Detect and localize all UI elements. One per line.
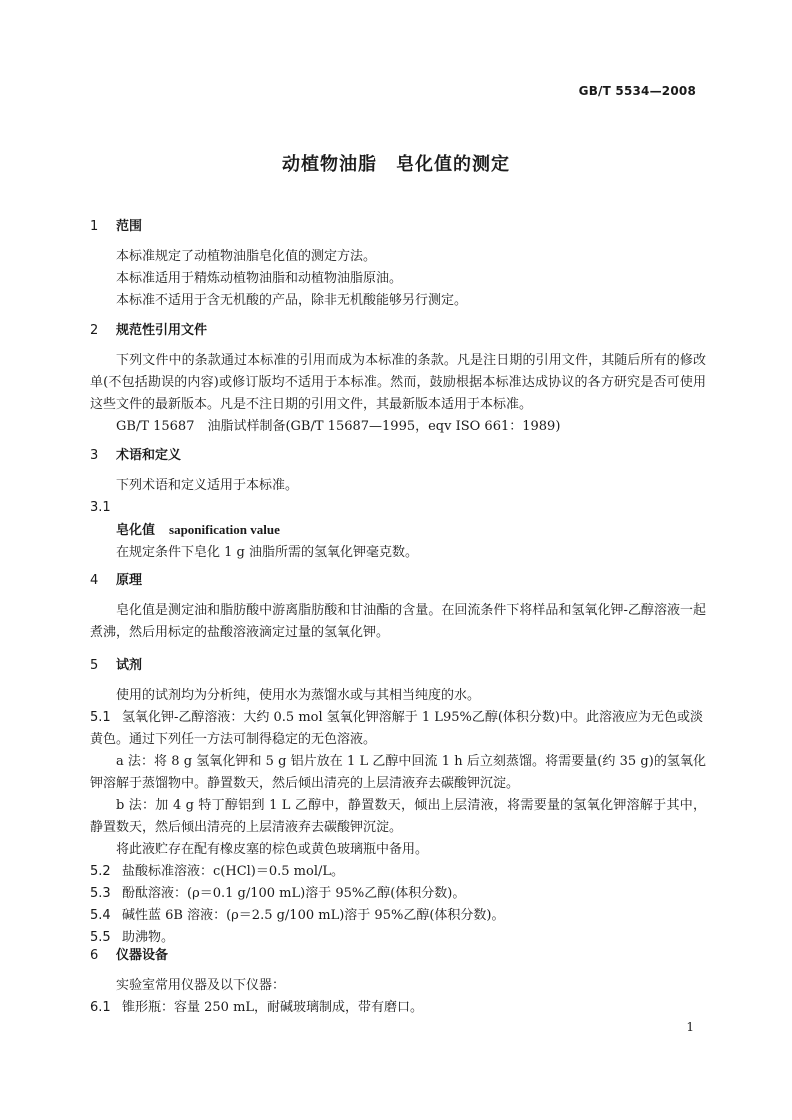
section-1: [90, 216, 706, 312]
subsection-5-5: 5.5 助沸物。: [90, 930, 175, 945]
paragraph: 本标准规定了动植物油脂皂化值的测定方法。: [116, 249, 377, 264]
section-heading: [90, 320, 706, 342]
page-number: 1: [686, 1020, 694, 1034]
paragraph: 皂化值是测定油和脂肪酸中游离脂肪酸和甘油酯的含量。在回流条件下将样品和氢氧化钾-乙醇溶液一起煮沸，然后用标定的盐酸溶液滴定过量的氢氧化钾。: [90, 603, 706, 640]
method-a: a 法：将 8 g 氢氧化钾和 5 g 铝片放在 1 L 乙醇中回流 1 h 后立刻蒸馏。将需要量(约 35 g)的氢氧化钾溶解于蒸馏物中。静置数天，然后倾出清亮的上层清液弃去碳酸钾沉淀。: [90, 754, 706, 791]
section-number: 5: [90, 658, 99, 673]
paragraph: 本标准不适用于含无机酸的产品，除非无机酸能够另行测定。: [116, 293, 468, 308]
paragraph: 使用的试剂均为分析纯，使用水为蒸馏水或与其相当纯度的水。: [116, 688, 481, 703]
term-entry: [90, 519, 706, 542]
section-number: 2: [90, 323, 99, 338]
section-6: [90, 945, 706, 1019]
section-heading: [90, 655, 706, 677]
section-title: 仪器设备: [116, 948, 169, 963]
paragraph: 下列文件中的条款通过本标准的引用而成为本标准的条款。凡是注日期的引用文件，其随后所有的修改单(不包括勘误的内容)或修订版均不适用于本标准。然而，鼓励根据本标准达成协议的各方研究是否可使用这些文件的最新版本。凡是不注日期的引用文件，其最新版本适用于本标准。: [90, 353, 706, 412]
section-number: 3: [90, 448, 99, 463]
subsection-6-1: 6.1 锥形瓶：容量 250 mL，耐碱玻璃制成，带有磨口。: [90, 1000, 424, 1015]
section-5: [90, 655, 706, 949]
section-number: 6: [90, 948, 99, 963]
reference-item: GB/T 15687 油脂试样制备(GB/T 15687—1995，eqv ISO 661：1989): [116, 419, 561, 434]
subsection-5-1: 5.1 氢氧化钾-乙醇溶液：大约 0.5 mol 氢氧化钾溶解于 1 L95%乙醇(体积分数)中。此溶液应为无色或淡黄色。通过下列任一方法可制得稳定的无色溶液。: [90, 710, 703, 747]
storage-note: 将此液贮存在配有橡皮塞的棕色或黄色玻璃瓶中备用。: [116, 842, 429, 857]
section-heading: [90, 216, 706, 238]
subsection-number: 3.1: [90, 500, 111, 515]
paragraph: 本标准适用于精炼动植物油脂和动植物油脂原油。: [116, 271, 403, 286]
section-3: [90, 445, 706, 564]
term-chinese: 皂化值: [116, 523, 156, 538]
section-heading: [90, 570, 706, 592]
section-title: 原理: [116, 573, 143, 588]
section-4: [90, 570, 706, 644]
section-title: 范围: [116, 219, 143, 234]
section-title: 术语和定义: [116, 448, 182, 463]
section-2: [90, 320, 706, 438]
standard-code: GB/T 5534—2008: [578, 84, 696, 98]
section-number: 1: [90, 219, 99, 234]
section-heading: [90, 945, 706, 967]
section-number: 4: [90, 573, 99, 588]
document-title: 动植物油脂 皂化值的测定: [282, 154, 510, 175]
term-english: saponification value: [169, 522, 280, 537]
subsection-5-2: 5.2 盐酸标准溶液：c(HCl)＝0.5 mol/L。: [90, 864, 344, 879]
paragraph: 实验室常用仪器及以下仪器：: [116, 978, 286, 993]
section-title: 规范性引用文件: [116, 323, 208, 338]
term-definition: 在规定条件下皂化 1 g 油脂所需的氢氧化钾毫克数。: [116, 545, 418, 560]
method-b: b 法：加 4 g 特丁醇铝到 1 L 乙醇中，静置数天，倾出上层清液，将需要量的氢氧化钾溶解于其中，静置数天，然后倾出清亮的上层清液弃去碳酸钾沉淀。: [90, 798, 706, 835]
paragraph: 下列术语和定义适用于本标准。: [116, 478, 299, 493]
subsection-5-4: 5.4 碱性蓝 6B 溶液：(ρ＝2.5 g/100 mL)溶于 95%乙醇(体积分数)。: [90, 908, 505, 923]
section-title: 试剂: [116, 658, 143, 673]
subsection-5-3: 5.3 酚酞溶液：(ρ＝0.1 g/100 mL)溶于 95%乙醇(体积分数)。: [90, 886, 466, 901]
section-heading: [90, 445, 706, 467]
